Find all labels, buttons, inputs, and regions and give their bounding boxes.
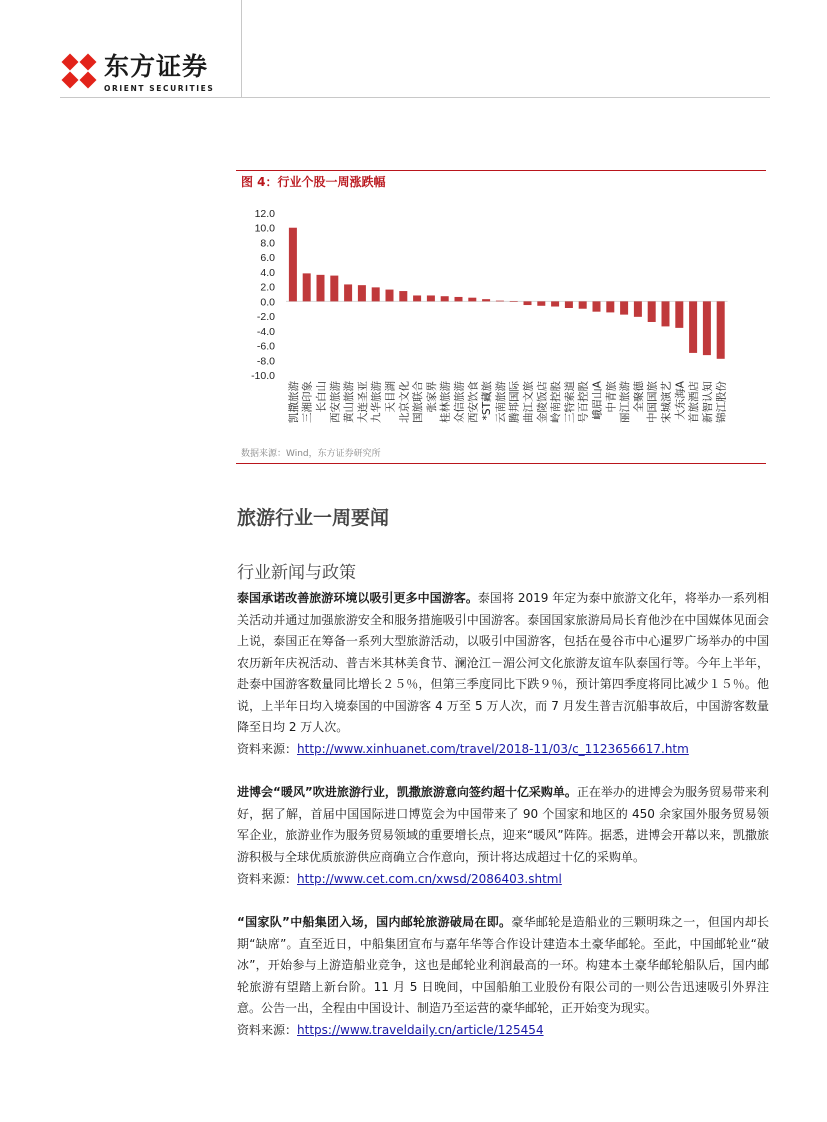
figure-source: 数据来源：Wind，东方证券研究所: [241, 449, 381, 459]
x-tick-label: 黄山旅游: [343, 381, 356, 423]
bar: [344, 284, 352, 301]
bar: [496, 301, 504, 302]
y-tick-label: 8.0: [260, 237, 275, 250]
x-tick-label: 腾邦国际: [508, 381, 521, 423]
x-tick-label: 中青旅: [605, 381, 618, 413]
x-tick-label: 金陵饭店: [536, 381, 549, 423]
bar: [565, 301, 573, 308]
x-tick-label: 三湘印象: [301, 381, 314, 423]
y-tick-label: -2.0: [256, 311, 275, 324]
figure-title: 图 4：行业个股一周涨跌幅: [241, 175, 386, 189]
news-source-link[interactable]: http://www.xinhuanet.com/travel/2018-11/03/c_1123656617.htm: [297, 742, 689, 756]
news-headline: 泰国承诺改善旅游环境以吸引更多中国游客。: [237, 591, 478, 605]
bar: [386, 290, 394, 302]
y-tick-label: 4.0: [260, 266, 275, 279]
x-tick-label: 峨眉山A: [591, 381, 604, 420]
news-source-label: 资料来源：: [237, 872, 298, 886]
x-tick-label: 西安旅游: [329, 381, 342, 423]
bar: [662, 301, 670, 326]
x-tick-label: 张家界: [425, 381, 438, 413]
section-title: 旅游行业一周要闻: [237, 507, 390, 529]
bar: [372, 287, 380, 301]
x-tick-label: 丽江旅游: [619, 381, 632, 423]
figure-top-rule: [236, 170, 766, 171]
bar: [593, 301, 601, 311]
news-item-2: [237, 782, 769, 868]
bar: [510, 301, 518, 302]
news-body: 正在举办的进博会为服务贸易带来利好，据了解，首届中国国际进口博览会为中国带来了 90 个国家和地区的 450 余家国外服务贸易领军企业，旅游业作为服务贸易领域的重要增长点，迎来“暖风”阵阵。据悉，进博会开幕以来，凯撒旅游积极与全球优质旅游供应商确立合作意向，预计将达成超过十亿的采购单。: [237, 785, 769, 864]
news-source: [237, 869, 562, 891]
header-divider-vertical: [241, 0, 242, 97]
bar: [482, 299, 490, 301]
x-tick-label: 三特索道: [563, 381, 576, 423]
y-tick-label: 10.0: [254, 222, 275, 235]
x-tick-label: 云南旅游: [494, 381, 507, 423]
x-tick-label: 曲江文旅: [522, 381, 535, 423]
news-body: 泰国将 2019 年定为泰中旅游文化年，将举办一系列相关活动并通过加强旅游安全和服务措施吸引中国游客。泰国国家旅游局局长育他沙在中国媒体见面会上说，泰国正在筹备一系列大型旅游活动，以吸引中国游客，包括在曼谷市中心暹罗广场举办的中国农历新年庆祝活动、普吉米其林美食节、澜沧江－湄公河文化旅游友谊车队泰国行等。今年上半年，赴泰中国游客数量同比增长２５％，但第三季度同比下跌９％，预计第四季度将同比减少１５％。他说，上半年日均入境泰国的中国游客 4 万至 5 万人次，而 7 月发生普吉沉船事故后，中国游客数量降至日均 2 万人次。: [237, 591, 769, 734]
figure-bottom-rule: [236, 463, 766, 464]
bar: [620, 301, 628, 314]
x-tick-label: 西安饮食: [467, 381, 480, 423]
bar: [289, 228, 297, 302]
y-tick-label: -10.0: [251, 370, 275, 382]
bar: [551, 301, 559, 306]
bar: [717, 301, 725, 358]
x-tick-label: 九华旅游: [370, 381, 383, 423]
x-tick-label: 众信旅游: [453, 381, 466, 423]
x-tick-label: 中国国旅: [646, 381, 659, 423]
bar: [358, 285, 366, 301]
bar: [634, 301, 642, 316]
orient-securities-logo-icon: [58, 50, 100, 92]
x-tick-label: 岭南控股: [550, 381, 563, 423]
x-tick-label: 号百控股: [577, 381, 590, 423]
x-tick-label: 天目湖: [384, 381, 397, 413]
y-tick-label: 6.0: [260, 252, 275, 265]
stock-weekly-change-bar-chart: [236, 198, 766, 443]
bar: [524, 301, 532, 305]
news-source-link[interactable]: http://www.cet.com.cn/xwsd/2086403.shtml: [297, 872, 562, 886]
bar: [689, 301, 697, 353]
bar: [455, 297, 463, 301]
news-item-3: [237, 912, 769, 1020]
bar: [413, 295, 421, 301]
x-tick-label: 大连圣亚: [356, 381, 369, 423]
bar: [648, 301, 656, 322]
bar: [330, 276, 338, 302]
sub-title: 行业新闻与政策: [237, 563, 356, 583]
x-tick-label: 国旅联合: [412, 381, 425, 423]
bar: [303, 273, 311, 301]
y-tick-label: 0.0: [260, 296, 275, 309]
news-source-label: 资料来源：: [237, 1023, 298, 1037]
news-source-link[interactable]: https://www.traveldaily.cn/article/125454: [297, 1023, 544, 1037]
x-tick-label: 锦江股份: [715, 381, 728, 423]
news-body: 豪华邮轮是造船业的三颗明珠之一，但国内却长期“缺席”。直至近日，中船集团宣布与嘉年华等合作设计建造本土豪华邮轮。至此，中国邮轮业“破冰”，开始参与上游造船业竞争，这也是邮轮业利润最高的一环。构建本土豪华邮轮船队后，国内邮轮旅游有望踏上新台阶。11 月 5 日晚间，中国船舶工业股份有限公司的一则公告迅速吸引外界注意。公告一出，全程由中国设计、制造乃至运营的豪华邮轮，正开始变为现实。: [237, 915, 769, 1015]
y-tick-label: -4.0: [256, 325, 275, 338]
logo-english-name: ORIENT SECURITIES: [104, 84, 215, 93]
x-tick-label: *ST藏旅: [481, 381, 494, 421]
news-source: [237, 1020, 544, 1042]
y-tick-label: -6.0: [256, 340, 275, 353]
bar: [468, 298, 476, 302]
news-item-1: [237, 588, 769, 739]
news-source-label: 资料来源：: [237, 742, 298, 756]
bar: [399, 291, 407, 301]
x-tick-label: 长白山: [315, 381, 328, 413]
news-source: [237, 739, 689, 761]
news-headline: 进博会“暖风”吹进旅游行业，凯撒旅游意向签约超十亿采购单。: [237, 785, 577, 799]
bar: [537, 301, 545, 305]
x-tick-label: 新智认知: [701, 381, 714, 424]
header-divider: [60, 97, 770, 98]
y-tick-label: 2.0: [260, 281, 275, 294]
x-tick-label: 凯撒旅游: [287, 381, 300, 423]
news-headline: “国家队”中船集团入场，国内邮轮旅游破局在即。: [237, 915, 512, 929]
bar: [579, 301, 587, 308]
x-tick-label: 首旅酒店: [688, 381, 701, 423]
bar: [317, 275, 325, 302]
bar: [441, 296, 449, 301]
x-tick-label: 北京文化: [398, 381, 411, 423]
bar: [675, 301, 683, 328]
bar: [606, 301, 614, 312]
x-tick-label: 大东海A: [674, 381, 687, 420]
x-tick-label: 宋城演艺: [660, 381, 673, 423]
bar: [703, 301, 711, 355]
logo-chinese-name: 东方证券: [104, 52, 209, 81]
y-tick-label: -8.0: [256, 355, 275, 368]
x-tick-label: 全聚德: [632, 381, 645, 413]
x-tick-label: 桂林旅游: [439, 381, 452, 423]
y-tick-label: 12.0: [254, 208, 275, 220]
bar: [427, 295, 435, 301]
